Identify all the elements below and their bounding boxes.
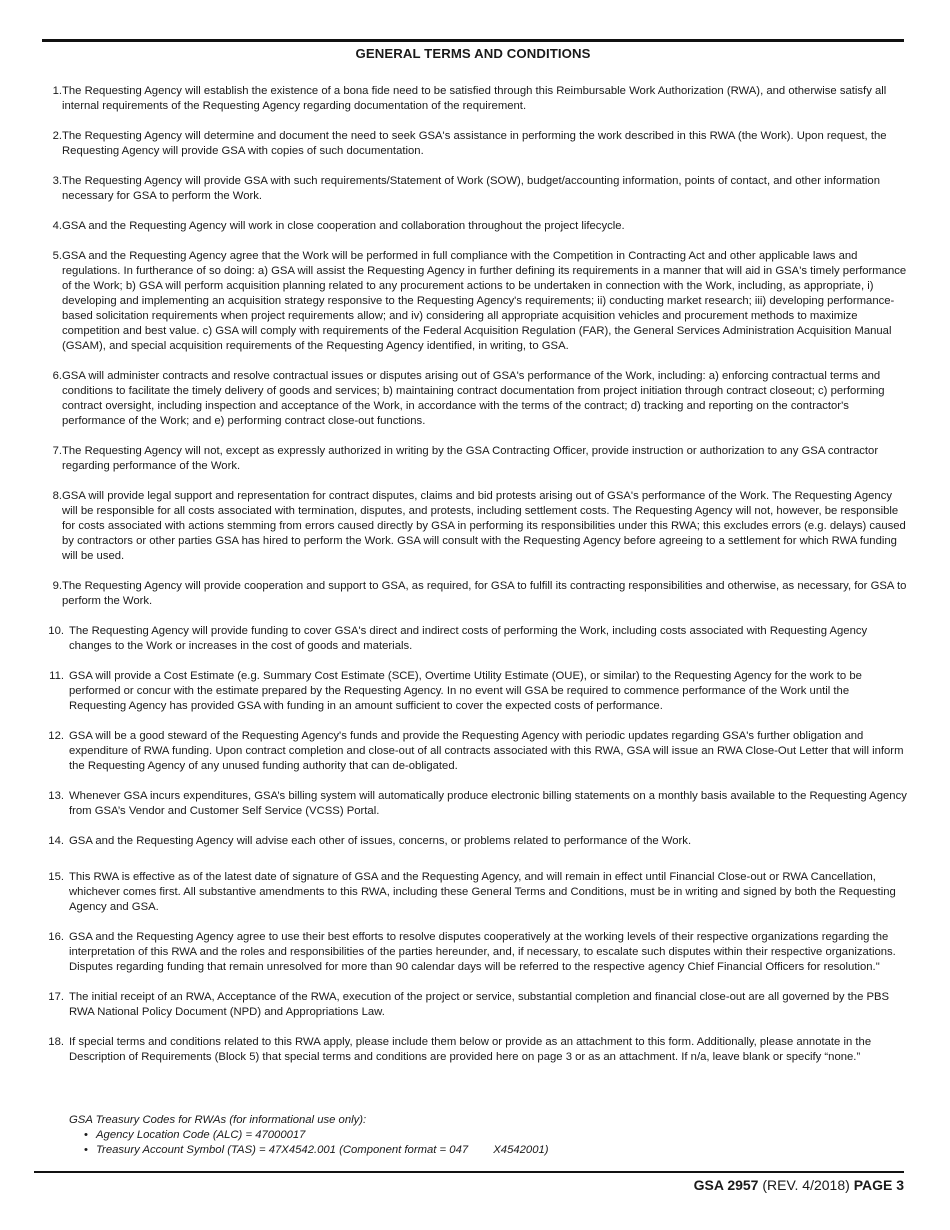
term-item xyxy=(42,174,908,204)
term-text: GSA and the Requesting Agency agree to use their best efforts to resolve disputes cooperatively at the working levels of their respective organizations regarding the interpretation of this RWA and the roles and responsibilities of the parties hereunder, and, if necessary, to escalate such disputes within their respective organizations. Disputes regarding funding that remain unresolved for more than 90 calendar days will be referred to the respective agency Chief Financial Officers for resolution." xyxy=(69,931,896,973)
term-item xyxy=(42,249,908,354)
treasury-code-list xyxy=(69,1128,549,1158)
term-number: 10. xyxy=(48,625,64,637)
term-number: 6. xyxy=(52,370,62,382)
term-item xyxy=(42,669,908,714)
terms-list xyxy=(42,84,908,1065)
term-item xyxy=(42,489,908,564)
bottom-rule xyxy=(34,1171,904,1173)
treasury-code-item xyxy=(69,1143,549,1158)
term-text: GSA and the Requesting Agency agree that the Work will be performed in full compliance with the Competition in Contracting Act and other applicable laws and regulations. In furtherance of so doing: a) GSA will assist the Requesting Agency in further defining its requirements in a manner that will aid in GSA's timely performance of the Work; b) GSA will perform acquisition planning related to any procurement actions to be undertaken in connection with the Work, including, as appropriate, i) developing and implementing an acquisition strategy responsive to the Requesting Agency's requirements; ii) conducting market research; iii) developing performance-based solicitation requirements when project requirements allow; and iv) considering all appropriate acquisition vehicles and procurement methods to maximize competition and best value. c) GSA will comply with requirements of the Federal Acquisition Regulation (FAR), the General Services Administration Acquisition Manual (GSAM), and special acquisition requirements of the Requesting Agency identified, in writing, to GSA. xyxy=(62,250,907,352)
term-text: The Requesting Agency will provide GSA with such requirements/Statement of Work (SOW), budget/accounting information, points of contact, and other information necessary for GSA to perform the Work. xyxy=(62,175,880,202)
term-text: GSA and the Requesting Agency will advise each other of issues, concerns, or problems related to performance of the Work. xyxy=(69,835,692,847)
term-item xyxy=(42,870,908,915)
term-item xyxy=(42,930,908,975)
term-text: GSA and the Requesting Agency will work in close cooperation and collaboration throughout the project lifecycle. xyxy=(62,220,625,232)
top-rule xyxy=(42,39,904,42)
term-number: 3. xyxy=(52,175,62,187)
treasury-code-item xyxy=(69,1128,549,1143)
term-number: 8. xyxy=(52,490,62,502)
term-text: The Requesting Agency will provide funding to cover GSA's direct and indirect costs of performing the Work, including costs associated with Requesting Agency changes to the Work or increases in the cost of goods and materials. xyxy=(69,625,868,652)
term-item xyxy=(42,834,908,849)
term-text: GSA will provide legal support and representation for contract disputes, claims and bid protests arising out of GSA's performance of the Work. The Requesting Agency will be responsible for all costs associated with termination, disputes, and protests, including settlement costs. The Requesting Agency will not, however, be responsible for costs associated with actions stemming from errors caused directly by GSA in performing its responsibilities under this RWA; this excludes errors (e.g. delays) caused by contractors or other parties GSA has hired to perform the Work. GSA will consult with the Requesting Agency before agreeing to a settlement for which RWA funding will be used. xyxy=(62,490,906,562)
term-item xyxy=(42,84,908,114)
term-number: 18. xyxy=(48,1036,64,1048)
term-number: 4. xyxy=(52,220,62,232)
term-item xyxy=(42,789,908,819)
form-number: GSA 2957 xyxy=(693,1177,759,1193)
term-text: GSA will provide a Cost Estimate (e.g. Summary Cost Estimate (SCE), Overtime Utility Estimate (OUE), or similar) to the Requesting Agency for the work to be performed or concur with the estimate prepared by the Requesting Agency. In no event will GSA be required to commence performance of the Work until the Requesting Agency has provided GSA with funding in an amount sufficient to cover the expected costs of performance. xyxy=(69,670,862,712)
term-item xyxy=(42,624,908,654)
term-text: The Requesting Agency will determine and document the need to seek GSA's assistance in performing the work described in this RWA (the Work). Upon request, the Requesting Agency will provide GSA with copies of such documentation. xyxy=(62,130,887,157)
term-item xyxy=(42,219,908,234)
page-title: GENERAL TERMS AND CONDITIONS xyxy=(355,46,591,61)
bullet-icon: • xyxy=(84,1144,88,1156)
page-number: PAGE 3 xyxy=(853,1177,904,1193)
treasury-codes xyxy=(69,1113,549,1158)
term-number: 16. xyxy=(48,931,64,943)
page-footer xyxy=(694,1176,904,1194)
treasury-code-text: Agency Location Code (ALC) = 47000017 xyxy=(96,1129,306,1141)
term-item xyxy=(42,579,908,609)
term-number: 14. xyxy=(48,835,64,847)
term-number: 13. xyxy=(48,790,64,802)
term-number: 12. xyxy=(48,730,64,742)
term-text: The Requesting Agency will not, except as expressly authorized in writing by the GSA Contracting Officer, provide instruction or authorization to any GSA contractor regarding performance of the Work. xyxy=(62,445,879,472)
term-item xyxy=(42,129,908,159)
term-item xyxy=(42,990,908,1020)
term-item xyxy=(42,1035,908,1065)
term-text: GSA will be a good steward of the Requesting Agency's funds and provide the Requesting Agency with periodic updates regarding GSA's further obligation and expenditure of RWA funding. Upon contract completion and close-out of all contracts associated with this RWA, GSA will issue an RWA Close-Out Letter that will inform the Requesting Agency of any unused funding authority that can de-obligated. xyxy=(69,730,904,772)
treasury-heading: GSA Treasury Codes for RWAs (for informational use only): xyxy=(69,1114,367,1126)
term-text: This RWA is effective as of the latest date of signature of GSA and the Requesting Agency, and will remain in effect until Financial Close-out or RWA Cancellation, whichever comes first. All substantive amendments to this RWA, including these General Terms and Conditions, must be in writing and signed by both the Requesting Agency and GSA. xyxy=(69,871,896,913)
bullet-icon: • xyxy=(84,1129,88,1141)
term-text: GSA will administer contracts and resolve contractual issues or disputes arising out of GSA's performance of the Work, including: a) enforcing contractual terms and conditions to facilitate the timely delivery of goods and services; b) maintaining contract documentation from project initiation through contract closeout; c) performing contract oversight, including inspection and acceptance of the Work, in accordance with the terms of the contract; d) tracking and reporting on the contractor's performance of the Work; and e) performing contract close-out functions. xyxy=(62,370,885,427)
treasury-code-text: Treasury Account Symbol (TAS) = 47X4542.001 (Component format = 047 X4542001) xyxy=(96,1144,549,1156)
term-number: 17. xyxy=(48,991,64,1003)
term-text: The Requesting Agency will establish the existence of a bona fide need to be satisfied through this Reimbursable Work Authorization (RWA), and otherwise satisfy all internal requirements of the Requesting Agency regarding documentation of the requirement. xyxy=(62,85,887,112)
term-text: The Requesting Agency will provide cooperation and support to GSA, as required, for GSA to fulfill its contracting responsibilities and otherwise, as necessary, for GSA to perform the Work. xyxy=(62,580,907,607)
term-number: 15. xyxy=(48,871,64,883)
term-number: 7. xyxy=(52,445,62,457)
form-revision: (REV. 4/2018) xyxy=(762,1177,850,1193)
term-text: Whenever GSA incurs expenditures, GSA’s billing system will automatically produce electronic billing statements on a monthly basis available to the Requesting Agency from GSA’s Vendor and Customer Self Service (VCSS) Portal. xyxy=(69,790,907,817)
term-item xyxy=(42,369,908,429)
term-item xyxy=(42,729,908,774)
term-item xyxy=(42,444,908,474)
term-number: 2. xyxy=(52,130,62,142)
term-number: 11. xyxy=(49,670,64,682)
term-number: 9. xyxy=(52,580,62,592)
term-text: The initial receipt of an RWA, Acceptance of the RWA, execution of the project or service, substantial completion and financial close-out are all governed by the PBS RWA National Policy Document (NPD) and Appropriations Law. xyxy=(69,991,890,1018)
term-number: 1. xyxy=(52,85,62,97)
term-text: If special terms and conditions related to this RWA apply, please include them below or provide as an attachment to this form. Additionally, please annotate in the Description of Requirements (Block 5) that special terms and conditions are provided here on page 3 or as an attachment. If n/a, leave blank or specify “none.” xyxy=(69,1036,872,1063)
term-number: 5. xyxy=(52,250,62,262)
